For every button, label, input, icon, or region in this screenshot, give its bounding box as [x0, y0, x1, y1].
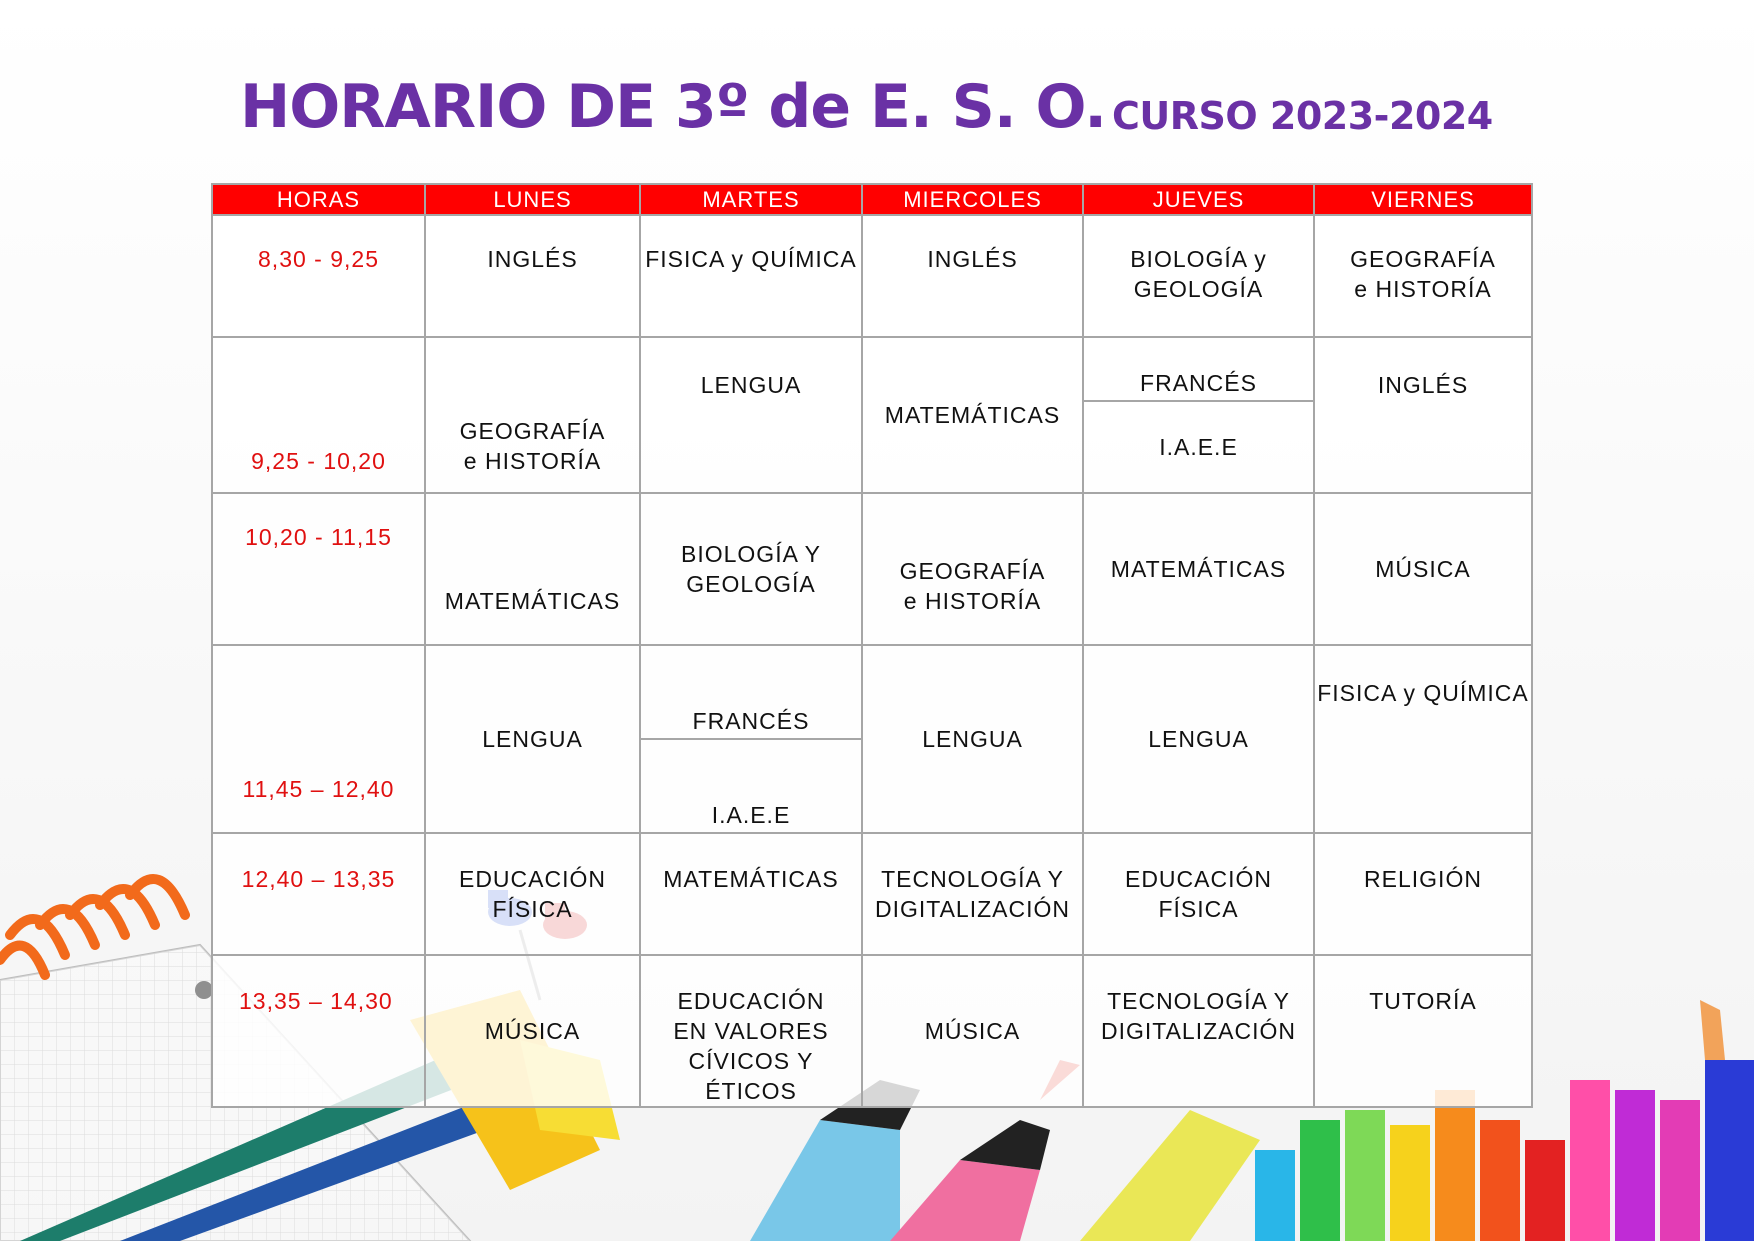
class-option: I.A.E.E [1084, 400, 1313, 492]
table-row [212, 493, 1532, 645]
page-title: HORARIO DE 3º de E. S. O. [240, 72, 1107, 142]
header-lunes: LUNES [425, 184, 640, 215]
header-jueves: JUEVES [1083, 184, 1314, 215]
class-cell: FISICA y QUÍMICA [1314, 645, 1532, 833]
class-cell: GEOGRAFÍA e HISTORÍA [862, 493, 1083, 645]
header-martes: MARTES [640, 184, 862, 215]
class-cell: MÚSICA [862, 955, 1083, 1107]
class-cell: TECNOLOGÍA Y DIGITALIZACIÓN [862, 833, 1083, 955]
class-cell: MATEMÁTICAS [1083, 493, 1314, 645]
class-cell: BIOLOGÍA y GEOLOGÍA [1083, 215, 1314, 337]
class-cell: EDUCACIÓN FÍSICA [1083, 833, 1314, 955]
class-cell: MATEMÁTICAS [862, 337, 1083, 493]
class-cell: MÚSICA [425, 955, 640, 1107]
class-cell: BIOLOGÍA Y GEOLOGÍA [640, 493, 862, 645]
class-cell: INGLÉS [1314, 337, 1532, 493]
class-option: I.A.E.E [641, 738, 861, 832]
header-viernes: VIERNES [1314, 184, 1532, 215]
schedule-table [211, 183, 1533, 1108]
class-cell: EDUCACIÓN EN VALORES CÍVICOS Y ÉTICOS [640, 955, 862, 1107]
class-option: FRANCÉS [692, 708, 810, 734]
table-row [212, 955, 1532, 1107]
class-cell: RELIGIÓN [1314, 833, 1532, 955]
table-row [212, 645, 1532, 833]
time-slot: 10,20 - 11,15 [212, 493, 425, 645]
class-cell: INGLÉS [425, 215, 640, 337]
class-option: FRANCÉS [1140, 370, 1257, 396]
class-cell: EDUCACIÓN FÍSICA [425, 833, 640, 955]
header-miercoles: MIERCOLES [862, 184, 1083, 215]
class-cell: MATEMÁTICAS [425, 493, 640, 645]
time-slot: 12,40 – 13,35 [212, 833, 425, 955]
time-slot: 11,45 – 12,40 [212, 645, 425, 833]
class-cell: LENGUA [425, 645, 640, 833]
table-row [212, 215, 1532, 337]
class-cell: MÚSICA [1314, 493, 1532, 645]
class-cell: FISICA y QUÍMICA [640, 215, 862, 337]
table-row [212, 337, 1532, 493]
class-cell: TECNOLOGÍA Y DIGITALIZACIÓN [1083, 955, 1314, 1107]
time-slot: 8,30 - 9,25 [212, 215, 425, 337]
class-cell: GEOGRAFÍA e HISTORÍA [1314, 215, 1532, 337]
header-horas: HORAS [212, 184, 425, 215]
class-cell: MATEMÁTICAS [640, 833, 862, 955]
class-cell-split [640, 645, 862, 833]
class-cell: INGLÉS [862, 215, 1083, 337]
class-cell-split [1083, 337, 1314, 493]
school-year: CURSO 2023-2024 [1112, 94, 1493, 138]
table-row [212, 833, 1532, 955]
class-cell: LENGUA [640, 337, 862, 493]
class-cell: LENGUA [1083, 645, 1314, 833]
class-cell: TUTORÍA [1314, 955, 1532, 1107]
time-slot: 9,25 - 10,20 [212, 337, 425, 493]
class-cell: GEOGRAFÍA e HISTORÍA [425, 337, 640, 493]
time-slot: 13,35 – 14,30 [212, 955, 425, 1107]
header-row [212, 184, 1532, 215]
class-cell: LENGUA [862, 645, 1083, 833]
